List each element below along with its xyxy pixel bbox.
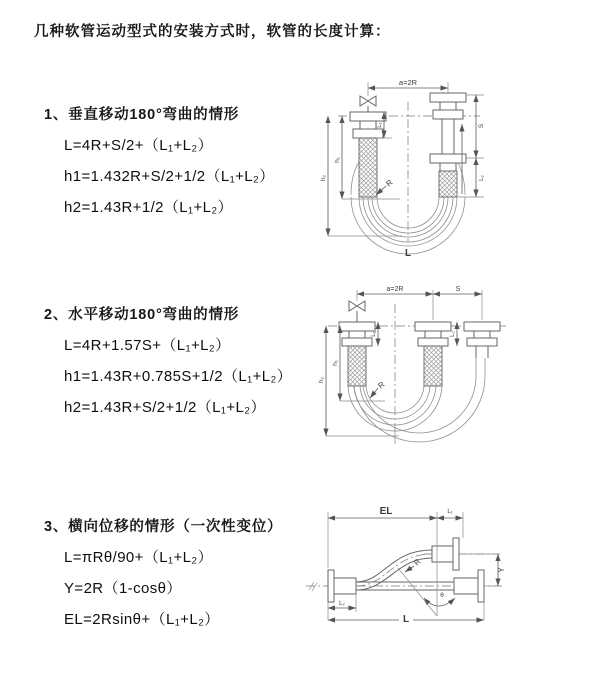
section-lateral-displacement — [44, 515, 282, 629]
hose-curves — [348, 358, 485, 442]
braided-hose-section — [439, 171, 457, 197]
dim-label-l1: L₁ — [447, 509, 453, 515]
dimension-l1 — [437, 509, 463, 538]
section-2-heading: 2、水平移动180°弯曲的情形 — [44, 307, 240, 323]
dim-label-l1: L₁ — [371, 331, 377, 337]
braided-hose-section — [348, 346, 366, 386]
diagram-horizontal-u-bend — [310, 276, 600, 461]
dimension-a2r — [368, 78, 448, 93]
right-flange — [454, 570, 484, 602]
dim-label-y: Y — [497, 567, 506, 573]
dim-label-l2: L₂ — [339, 601, 345, 607]
section-1-heading: 1、垂直移动180°弯曲的情形 — [44, 107, 240, 123]
left-pipe — [350, 82, 386, 197]
formula-y: Y=2R（1-cosθ） — [64, 580, 182, 597]
formula-h2: h2=1.43R+S/2+1/2（L₁+L₂） — [64, 399, 266, 416]
formula-length: L=4R+S/2+（L₁+L₂） — [64, 137, 214, 154]
diagram-lateral-displacement — [298, 498, 600, 646]
formula-length: L=4R+1.57S+（L₁+L₂） — [64, 337, 231, 354]
dim-label-el: EL — [379, 506, 393, 517]
radius-label: R — [384, 177, 395, 189]
top-right-flange — [432, 538, 459, 570]
formula-el: EL=2Rsinθ+（L₁+L₂） — [64, 611, 220, 628]
braided-hose-section — [424, 346, 442, 386]
section-vertical-bend — [44, 103, 275, 217]
formula-h1: h1=1.432R+S/2+1/2（L₁+L₂） — [64, 168, 275, 185]
left-pipe — [339, 290, 375, 386]
section-horizontal-bend — [44, 303, 292, 417]
dimension-a2r — [357, 286, 433, 294]
dim-label-a2r: a=2R — [386, 286, 404, 293]
dim-label-h1: h₁ — [332, 360, 339, 366]
dimension-l2-right — [476, 158, 485, 197]
dim-label-a2r: a=2R — [398, 78, 418, 87]
section-3-heading: 3、横向位移的情形（一次性变位） — [44, 519, 283, 535]
dim-label-s: S — [455, 286, 461, 293]
radius-label: R — [412, 557, 423, 568]
dim-label-h2: h₂ — [318, 376, 325, 384]
middle-pipe — [415, 290, 451, 386]
length-label: L — [404, 248, 412, 259]
formula-h1: h1=1.43R+0.785S+1/2（L₁+L₂） — [64, 368, 293, 385]
radius-callout — [370, 380, 387, 398]
radius-label: R — [376, 379, 387, 391]
formula-length: L=πRθ/90+（L₁+L₂） — [64, 549, 213, 566]
dim-label-h1: h₁ — [334, 157, 341, 163]
dim-label-l1: L₁ — [377, 122, 383, 128]
dim-label-l2: L₂ — [479, 175, 485, 181]
left-flange — [328, 570, 356, 602]
braided-hose-section — [359, 138, 377, 197]
dim-label-h2: h₂ — [320, 174, 327, 182]
diagram-vertical-u-bend — [312, 66, 598, 264]
dim-label-l: L — [402, 614, 410, 625]
dimension-l — [328, 602, 484, 625]
hose-s-curve — [356, 550, 432, 590]
dim-label-s: S — [478, 123, 485, 129]
dim-label-l2: L₂ — [450, 331, 456, 337]
dimension-s — [433, 286, 482, 294]
right-pipe — [430, 93, 466, 197]
radius-callout — [376, 178, 395, 195]
page-title: 几种软管运动型式的安装方式时，软管的长度计算： — [34, 24, 391, 40]
right-pipe — [464, 290, 500, 358]
angle-label: θ — [440, 592, 444, 599]
formula-h2: h2=1.43R+1/2（L₁+L₂） — [64, 199, 234, 216]
